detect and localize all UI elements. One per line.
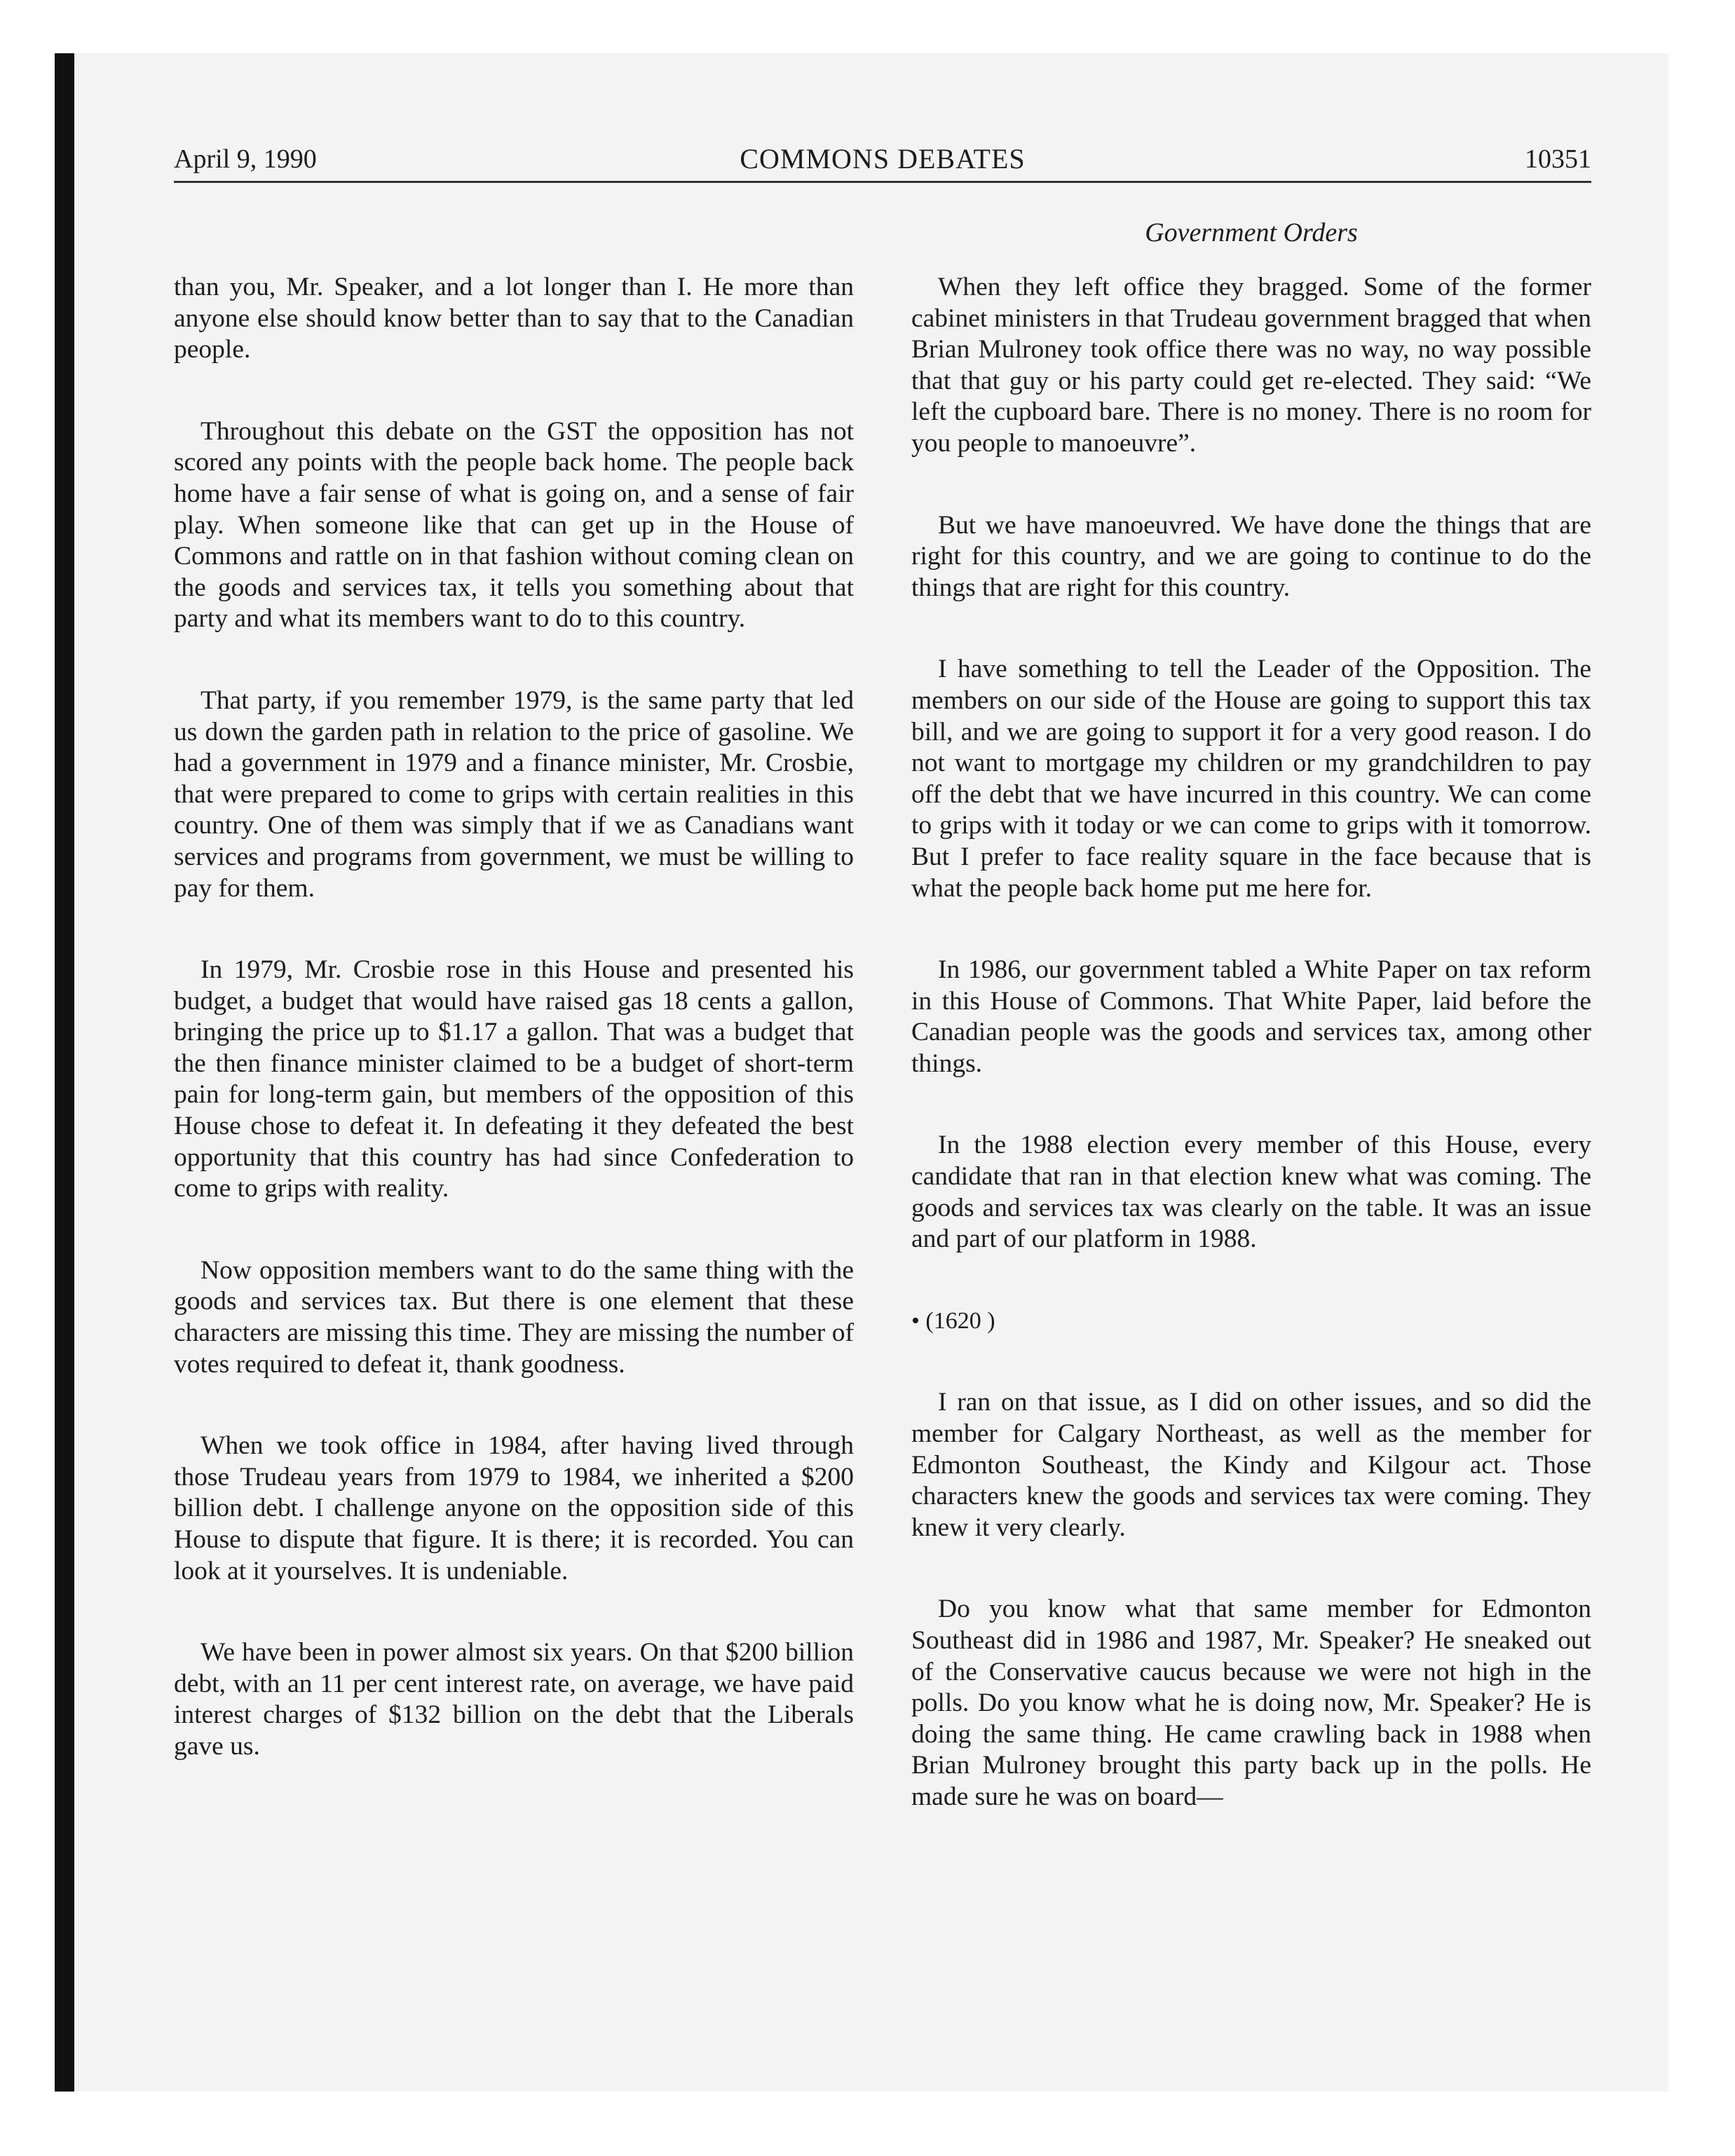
header-rule: [174, 181, 1591, 183]
header-date: April 9, 1990: [174, 144, 317, 174]
paragraph: That party, if you remember 1979, is the same party that led us down the garden path in relation to the price of gasoline. We had a government in 1979 and a finance minister, Mr. Crosbie, that were prepared to come to grips with certain realities in this country. One of them was simply that if we as Canadians want services and programs from government, we must be willing to pay for them.: [174, 685, 854, 903]
paragraph: We have been in power almost six years. On that $200 billion debt, with an 11 per cent interest rate, on average, we have paid interest charges of $132 billion on the debt that the Liberals gave us.: [174, 1638, 854, 1761]
time-marker: • (1620 ): [911, 1307, 995, 1334]
paragraph: Do you know what that same member for Edmonton Southeast did in 1986 and 1987, Mr. Speaker? He sneaked out of the Conservative caucus because we were not high in the polls. Do you know what he is doing now, Mr. Speaker? He is doing the same thing. He came crawling back in 1988 when Brian Mulroney brought this party back up in the polls. He made sure he was on board—: [911, 1595, 1591, 1811]
header-title: COMMONS DEBATES: [740, 143, 1026, 175]
paragraph: In 1979, Mr. Crosbie rose in this House and presented his budget, a budget that would have raised gas 18 cents a gallon, bringing the price up to $1.17 a gallon. That was a budget that the then finance minister claimed to be a budget of short-term pain for long-term gain, but members of the opposition of this House chose to defeat it. In defeating it they defeated the best opportunity that this country has had since Confederation to come to grips with reality.: [174, 955, 854, 1203]
paragraph: In the 1988 election every member of this House, every candidate that ran in that election knew what was coming. The goods and services tax was clearly on the table. It was an issue and part of our platform in 1988.: [911, 1131, 1591, 1254]
paragraph: In 1986, our government tabled a White Paper on tax reform in this House of Commons. That White Paper, laid before the Canadian people was the goods and services tax, among other things.: [911, 955, 1591, 1078]
paragraph: But we have manoeuvred. We have done the things that are right for this country, and we are going to continue to do the things that are right for this country.: [911, 510, 1591, 602]
paragraph: than you, Mr. Speaker, and a lot longer than I. He more than anyone else should know better than to say that to the Canadian people.: [174, 273, 854, 364]
paragraph: I ran on that issue, as I did on other issues, and so did the member for Calgary Northeast, as well as the member for Edmonton Southeast, the Kindy and Kilgour act. Those characters knew the goods and services tax were coming. They knew it very clearly.: [911, 1388, 1591, 1542]
paragraph: Now opposition members want to do the same thing with the goods and services tax. But there is one element that these characters are missing this time. They are missing the number of votes required to defeat it, thank goodness.: [174, 1255, 854, 1379]
paragraph: When we took office in 1984, after having lived through those Trudeau years from 1979 to 1984, we inherited a $200 billion debt. I challenge anyone on the opposition side of this House to dispute that figure. It is there; it is recorded. You can look at it yourselves. It is undeniable.: [174, 1431, 854, 1585]
left-column: [174, 272, 854, 1813]
paragraph: Throughout this debate on the GST the opposition has not scored any points with the people back home. The people back home have a fair sense of what is going on, and a sense of fair play. When someone like that can get up in the House of Commons and rattle on in that fashion without coming clean on the goods and services tax, it tells you something about that party and what its members want to do to this country.: [174, 416, 854, 634]
paragraph: I have something to tell the Leader of the Opposition. The members on our side of the House are going to support this tax bill, and we are going to support it for a very good reason. I do not want to mortgage my children or my grandchildren to pay off the debt that we have incurred in this country. We can come to grips with it today or we can come to grips with it tomorrow. But I prefer to face reality square in the face because that is what the people back home put me here for.: [911, 655, 1591, 903]
paragraph: When they left office they bragged. Some of the former cabinet ministers in that Trudeau government bragged that when Brian Mulroney took office there was no way, no way possible that that guy or his party could get re-elected. They said: “We left the cupboard bare. There is no money. There is no room for you people to manoeuvre”.: [911, 273, 1591, 458]
right-column: [911, 272, 1591, 1864]
header-page-number: 10351: [1525, 144, 1591, 174]
page-header: [174, 137, 1591, 181]
section-heading: Government Orders: [1145, 218, 1358, 247]
scan-edge: [55, 53, 74, 2092]
